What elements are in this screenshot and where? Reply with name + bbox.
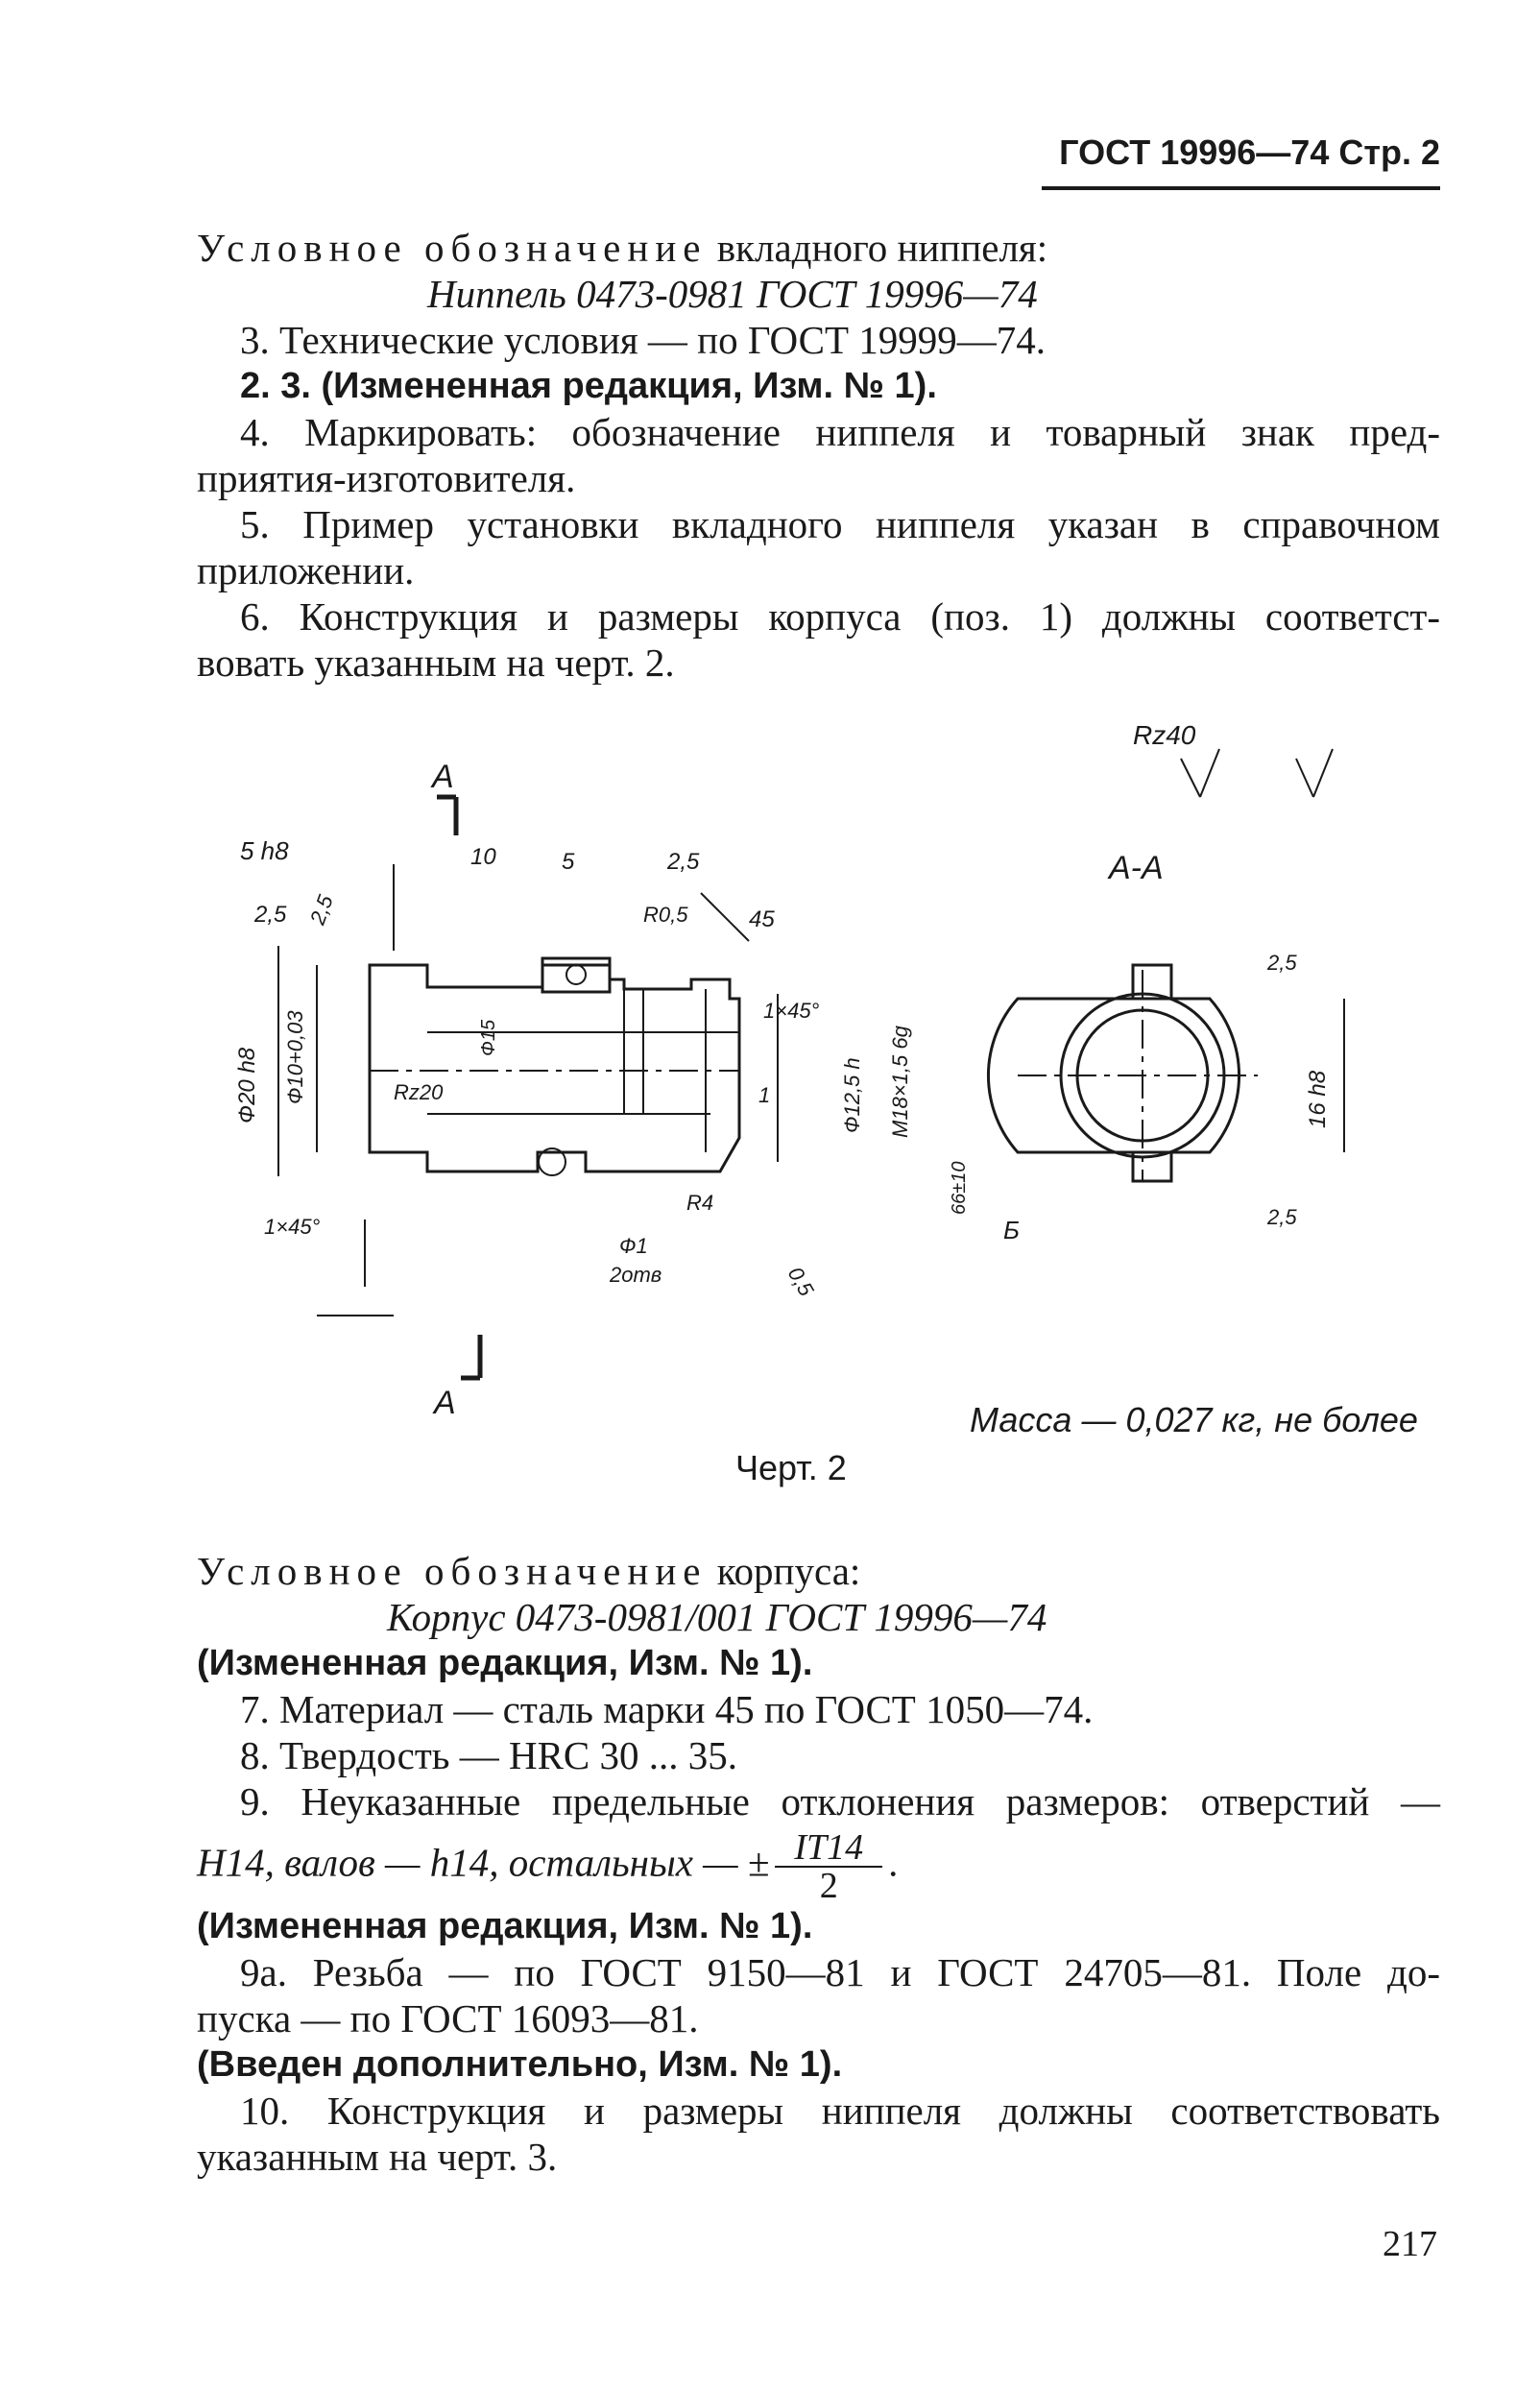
view-mark-b: Б [1003,1216,1020,1244]
dim-2-5-right: 2,5 [1267,951,1297,975]
item-9-line1: 9. Неуказанные предельные отклонения размеров: отверстий — [240,1779,1440,1823]
tolerance-fraction [775,1829,882,1904]
change-note-2-3: 2. 3. (Измененная редакция, Изм. № 1). [240,366,937,406]
roughness-mark: Rz40 [1133,720,1196,750]
item-7: 7. Материал — сталь марки 45 по ГОСТ 1050—74. [240,1687,1094,1731]
designation-intro-1 [197,223,1047,273]
technical-drawing [173,701,1459,1431]
item-4-line1: 4. Маркировать: обозначение ниппеля и товарный знак пред- [240,410,1440,454]
item-9a-line1: 9а. Резьба — по ГОСТ 9150—81 и ГОСТ 24705—81. Поле до- [240,1950,1440,1994]
item-9a-line2: пуска — по ГОСТ 16093—81. [197,1996,699,2041]
item-5-line2: приложении. [197,548,415,592]
section-mark-bottom: A [434,1385,456,1421]
dim-2-holes: 2отв [610,1263,662,1287]
body-outline [370,965,739,1171]
section-title: А-А [1109,850,1164,886]
page-header: ГОСТ 19996—74 Стр. 2 [1059,133,1440,172]
dim-66: 66±10 [949,1161,970,1215]
item-8: 8. Твердость — HRC 30 ... 35. [240,1733,738,1777]
item-9-line2 [197,1829,898,1904]
mass-caption: Масса — 0,027 кг, не более [970,1400,1418,1439]
dim-phi12-5: Ф12,5 h [840,1057,864,1133]
designation-label-1: Условное обозначение [197,226,708,270]
item-5-line1: 5. Пример установки вкладного ниппеля указан в справочном [240,502,1440,546]
item-6-line2: вовать указанным на черт. 2. [197,640,675,685]
item-9-end: . [888,1840,899,1885]
header-rule [1042,186,1440,190]
designation-label-rest-1: вкладного ниппеля: [716,226,1048,270]
item-10-line1: 10. Конструкция и размеры ниппеля должны соответствовать [240,2089,1440,2133]
dim-2-5-angled: 2,5 [304,891,338,929]
dim-45: 45 [749,906,775,932]
dim-16h8: 16 h8 [1305,1070,1331,1128]
item-10-line2: указанным на черт. 3. [197,2135,558,2179]
dim-r4: R4 [686,1191,714,1215]
dim-2-5-top: 2,5 [667,849,700,875]
change-note-1: (Измененная редакция, Изм. № 1). [197,1643,813,1683]
dim-rz20: Rz20 [394,1080,444,1104]
page-number: 217 [1383,2224,1437,2264]
dim-phi1: Ф1 [619,1234,648,1258]
designation-label-2: Условное обозначение [197,1549,708,1593]
dim-1: 1 [758,1083,771,1107]
fraction-denominator: 2 [819,1866,838,1906]
item-4-line2: приятия-изготовителя. [197,456,576,500]
dim-1x45-right: 1×45° [763,999,820,1023]
dim-2-5-left: 2,5 [254,902,287,928]
nipple-designation: Ниппель 0473-0981 ГОСТ 19996—74 [427,272,1038,316]
fraction-numerator: IT14 [775,1829,882,1868]
item-3: 3. Технические условия — по ГОСТ 19999—74. [240,318,1047,362]
body-designation: Корпус 0473-0981/001 ГОСТ 19996—74 [387,1595,1047,1639]
section-mark-top: A [432,759,454,795]
dim-r05: R0,5 [643,903,688,927]
figure-caption: Черт. 2 [735,1448,847,1487]
designation-label-rest-2: корпуса: [716,1549,861,1593]
dim-phi20: Ф20 h8 [234,1047,260,1123]
item-6-line1: 6. Конструкция и размеры корпуса (поз. 1) должны соответст- [240,594,1440,639]
dim-phi10: Ф10+0,03 [283,1010,307,1104]
dim-1x45-left: 1×45° [264,1215,321,1239]
item-9-tolerances: H14, валов — h14, остальных — ± [197,1840,770,1885]
dim-5h8: 5 h8 [240,836,289,865]
dim-10: 10 [470,844,496,870]
dim-2-5-bottom: 2,5 [1267,1205,1297,1229]
dim-phi15: Ф15 [478,1019,499,1056]
dim-5: 5 [562,849,575,875]
change-note-3: (Введен дополнительно, Изм. № 1). [197,2044,843,2085]
dim-0-5: 0,5 [782,1263,819,1300]
designation-intro-2 [197,1546,860,1596]
dim-m18: M18×1,5 6g [888,1026,912,1138]
change-note-2: (Измененная редакция, Изм. № 1). [197,1906,813,1946]
